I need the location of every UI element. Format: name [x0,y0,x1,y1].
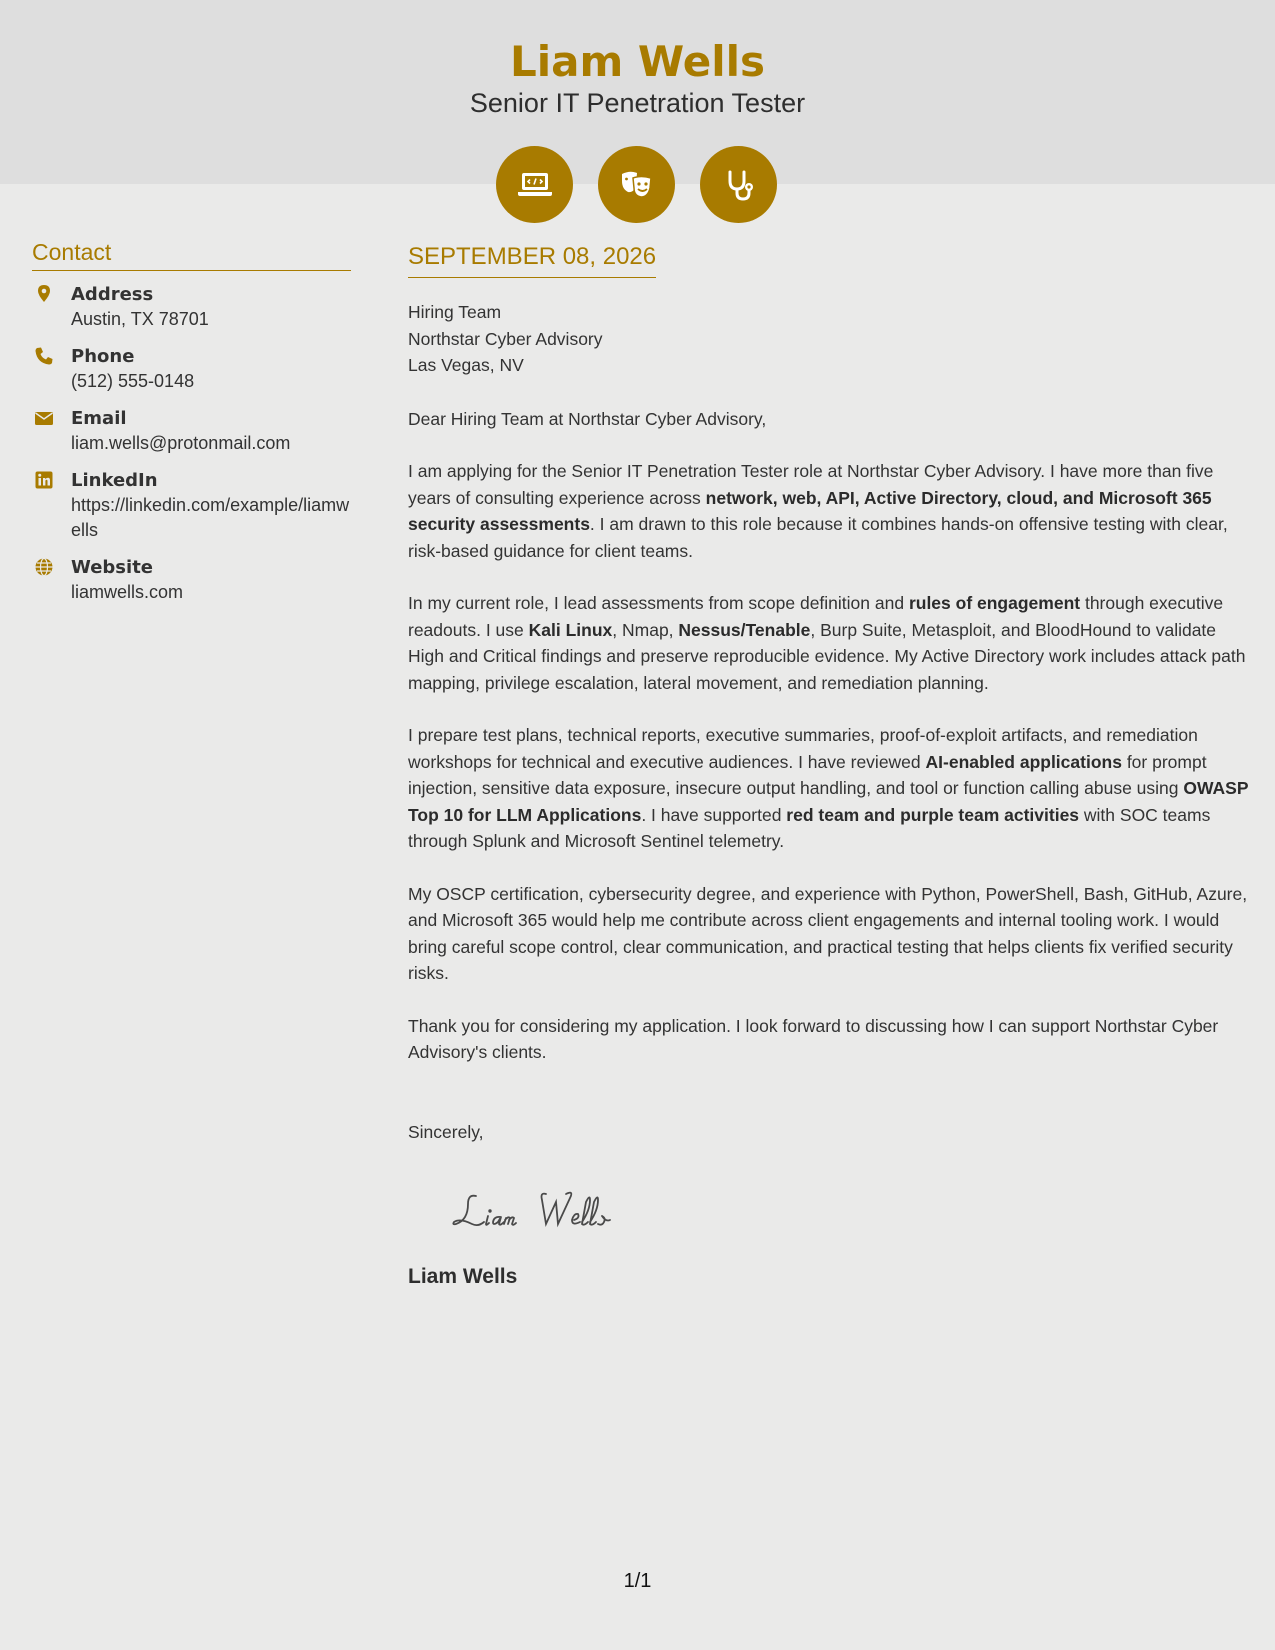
contact-value: Austin, TX 78701 [71,309,209,329]
paragraph-1: I am applying for the Senior IT Penetration Tester role at Northstar Cyber Advisory. I have more than five years of consulting experience across network, web, API, Active Directory, cloud, and Microsoft 365 security assessments. I am drawn to this role because it combines hands-on offensive testing with clear, risk-based guidance for client teams. [408,461,1228,561]
contact-value[interactable]: liamwells.com [71,582,184,602]
paragraph-5: Thank you for considering my application. I look forward to discussing how I can support Northstar Cyber Advisory's clients. [408,1015,1219,1062]
contact-value: (512) 555-0148 [71,371,195,391]
contact-value[interactable]: https://linkedin.com/example/liamwells [71,495,350,540]
paragraph-3: I prepare test plans, technical reports, executive summaries, proof-of-exploit artifacts, and remediation workshops for technical and executive audiences. I have reviewed AI-enabled applications for prompt injection, sensitive data exposure, insecure output handling, and tool or function calling abuse using OWASP Top 10 for LLM Applications. I have supported red team and purple team activities with SOC teams through Splunk and Microsoft Sentinel telemetry. [408,725,1249,851]
contact-address [32,282,352,332]
contact-value[interactable]: liam.wells@protonmail.com [71,433,291,453]
contact-list [32,282,352,617]
job-title: Senior IT Penetration Tester [469,88,806,118]
contact-linkedin [32,468,352,543]
signer-name: Liam Wells [408,1265,518,1288]
paragraph-2: In my current role, I lead assessments from scope definition and rules of engagement through executive readouts. I use Kali Linux, Nmap, Nessus/Tenable, Burp Suite, Metasploit, and BloodHound to validate High and Critical findings and preserve reproducible evidence. My Active Directory work includes attack path mapping, privilege escalation, lateral movement, and remediation planning. [408,593,1246,693]
header-icons [496,146,780,224]
globe-icon [34,557,54,577]
recipient-line: Hiring Team [408,302,502,322]
contact-heading: Contact [32,236,351,271]
phone-icon [34,346,54,366]
contact-label: Website [71,557,154,578]
applicant-name: Liam Wells [510,37,765,86]
laptop-code-icon [496,146,573,223]
letter-body [408,299,1250,1092]
stethoscope-icon [700,146,777,223]
location-pin-icon [34,284,54,304]
paragraph-4: My OSCP certification, cybersecurity degree, and experience with Python, PowerShell, Bash, GitHub, Azure, and Microsoft 365 would help me contribute across client engagements and internal tooling work. I would bring careful scope control, clear communication, and practical testing that helps clients fix verified security risks. [408,883,1248,983]
envelope-icon [34,408,54,428]
contact-email [32,406,352,456]
recipient-line: Northstar Cyber Advisory [408,328,603,349]
contact-label: Address [71,284,154,305]
closing: Sincerely, [408,1122,484,1142]
recipient-line: Las Vegas, NV [408,355,524,375]
contact-label: LinkedIn [71,470,158,491]
recipient-block [408,299,1250,379]
contact-label: Email [71,408,127,429]
theater-masks-icon [598,146,675,223]
salutation: Dear Hiring Team at Northstar Cyber Advisory, [408,408,767,429]
linkedin-icon [34,470,54,490]
letter-date: SEPTEMBER 08, 2026 [408,240,656,278]
page-number: 1/1 [623,1570,652,1592]
contact-website [32,555,352,605]
contact-label: Phone [71,346,135,367]
handwritten-signature [446,1180,666,1240]
contact-phone [32,344,352,394]
